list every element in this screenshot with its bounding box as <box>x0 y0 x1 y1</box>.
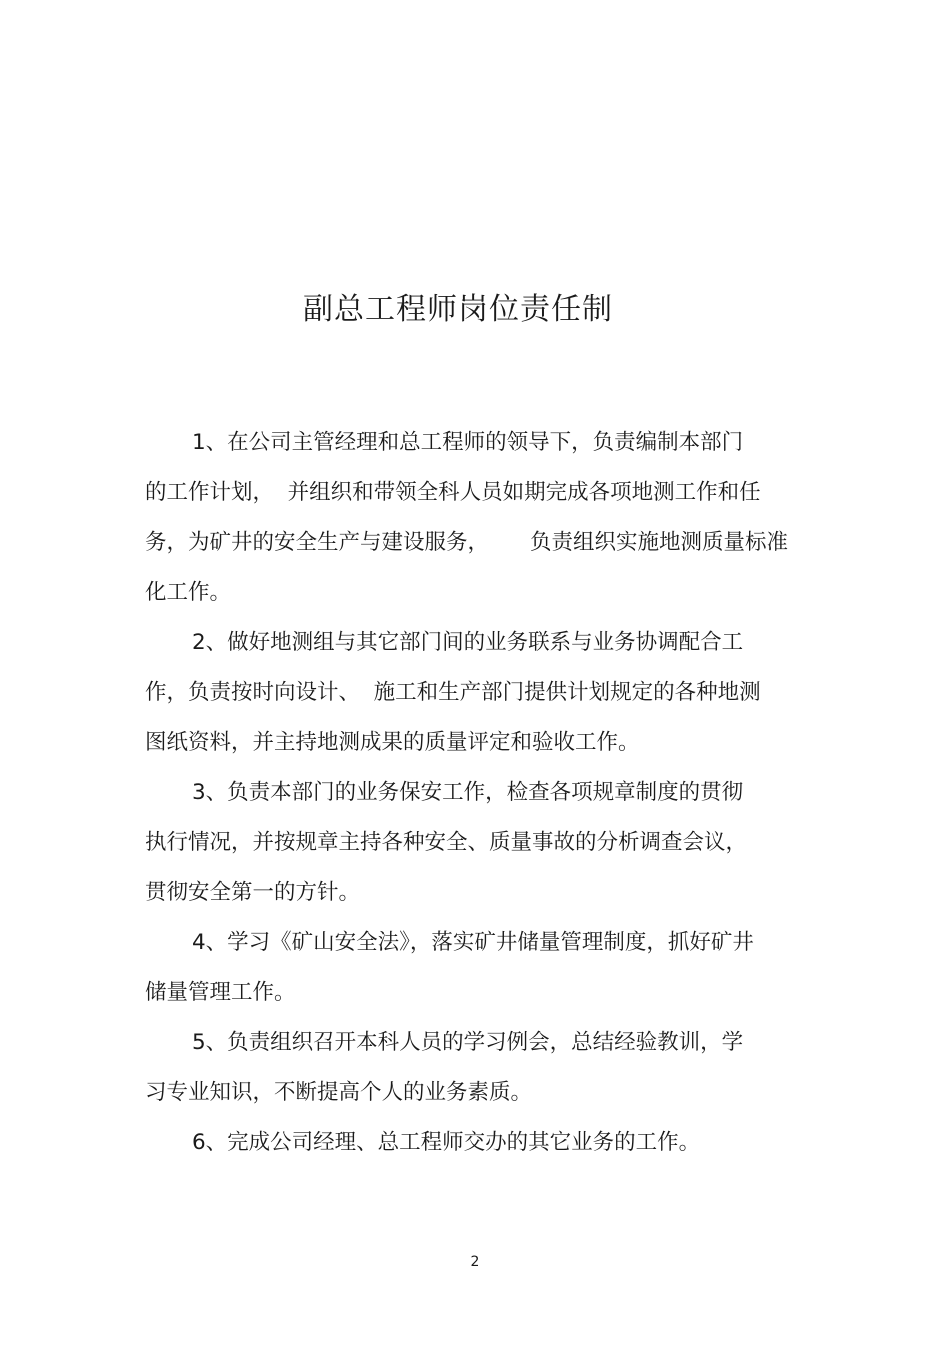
item-4-line-2: 储量管理工作。 <box>145 980 296 1005</box>
item-2-line-2: 作，负责按时向设计、 施工和生产部门提供计划规定的各种地测 <box>145 680 761 705</box>
item-2-line-1: 2、做好地测组与其它部门间的业务联系与业务协调配合工 <box>192 630 744 655</box>
item-3-line-1: 3、负责本部门的业务保安工作，检查各项规章制度的贯彻 <box>192 780 744 805</box>
item-5-line-1: 5、负责组织召开本科人员的学习例会，总结经验教训，学 <box>192 1030 744 1055</box>
item-1-line-3: 务，为矿井的安全生产与建设服务， 负责组织实施地测质量标准 <box>145 530 789 555</box>
item-2-line-3: 图纸资料，并主持地测成果的质量评定和验收工作。 <box>145 730 640 755</box>
document-title: 副总工程师岗位责任制 <box>303 292 613 327</box>
item-5-line-2: 习专业知识，不断提高个人的业务素质。 <box>145 1080 533 1105</box>
item-1-line-1: 1、在公司主管经理和总工程师的领导下，负责编制本部门 <box>192 430 744 455</box>
item-4-line-1: 4、学习《矿山安全法》，落实矿井储量管理制度，抓好矿井 <box>192 930 754 955</box>
item-6-line-1: 6、完成公司经理、总工程师交办的其它业务的工作。 <box>192 1130 701 1155</box>
page-number: 2 <box>470 1254 480 1270</box>
item-3-line-2: 执行情况，并按规章主持各种安全、质量事故的分析调查会议， <box>145 830 748 855</box>
item-3-line-3: 贯彻安全第一的方针。 <box>145 880 361 905</box>
item-1-line-4: 化工作。 <box>145 580 232 605</box>
item-1-line-2: 的工作计划， 并组织和带领全科人员如期完成各项地测工作和任 <box>145 480 761 505</box>
